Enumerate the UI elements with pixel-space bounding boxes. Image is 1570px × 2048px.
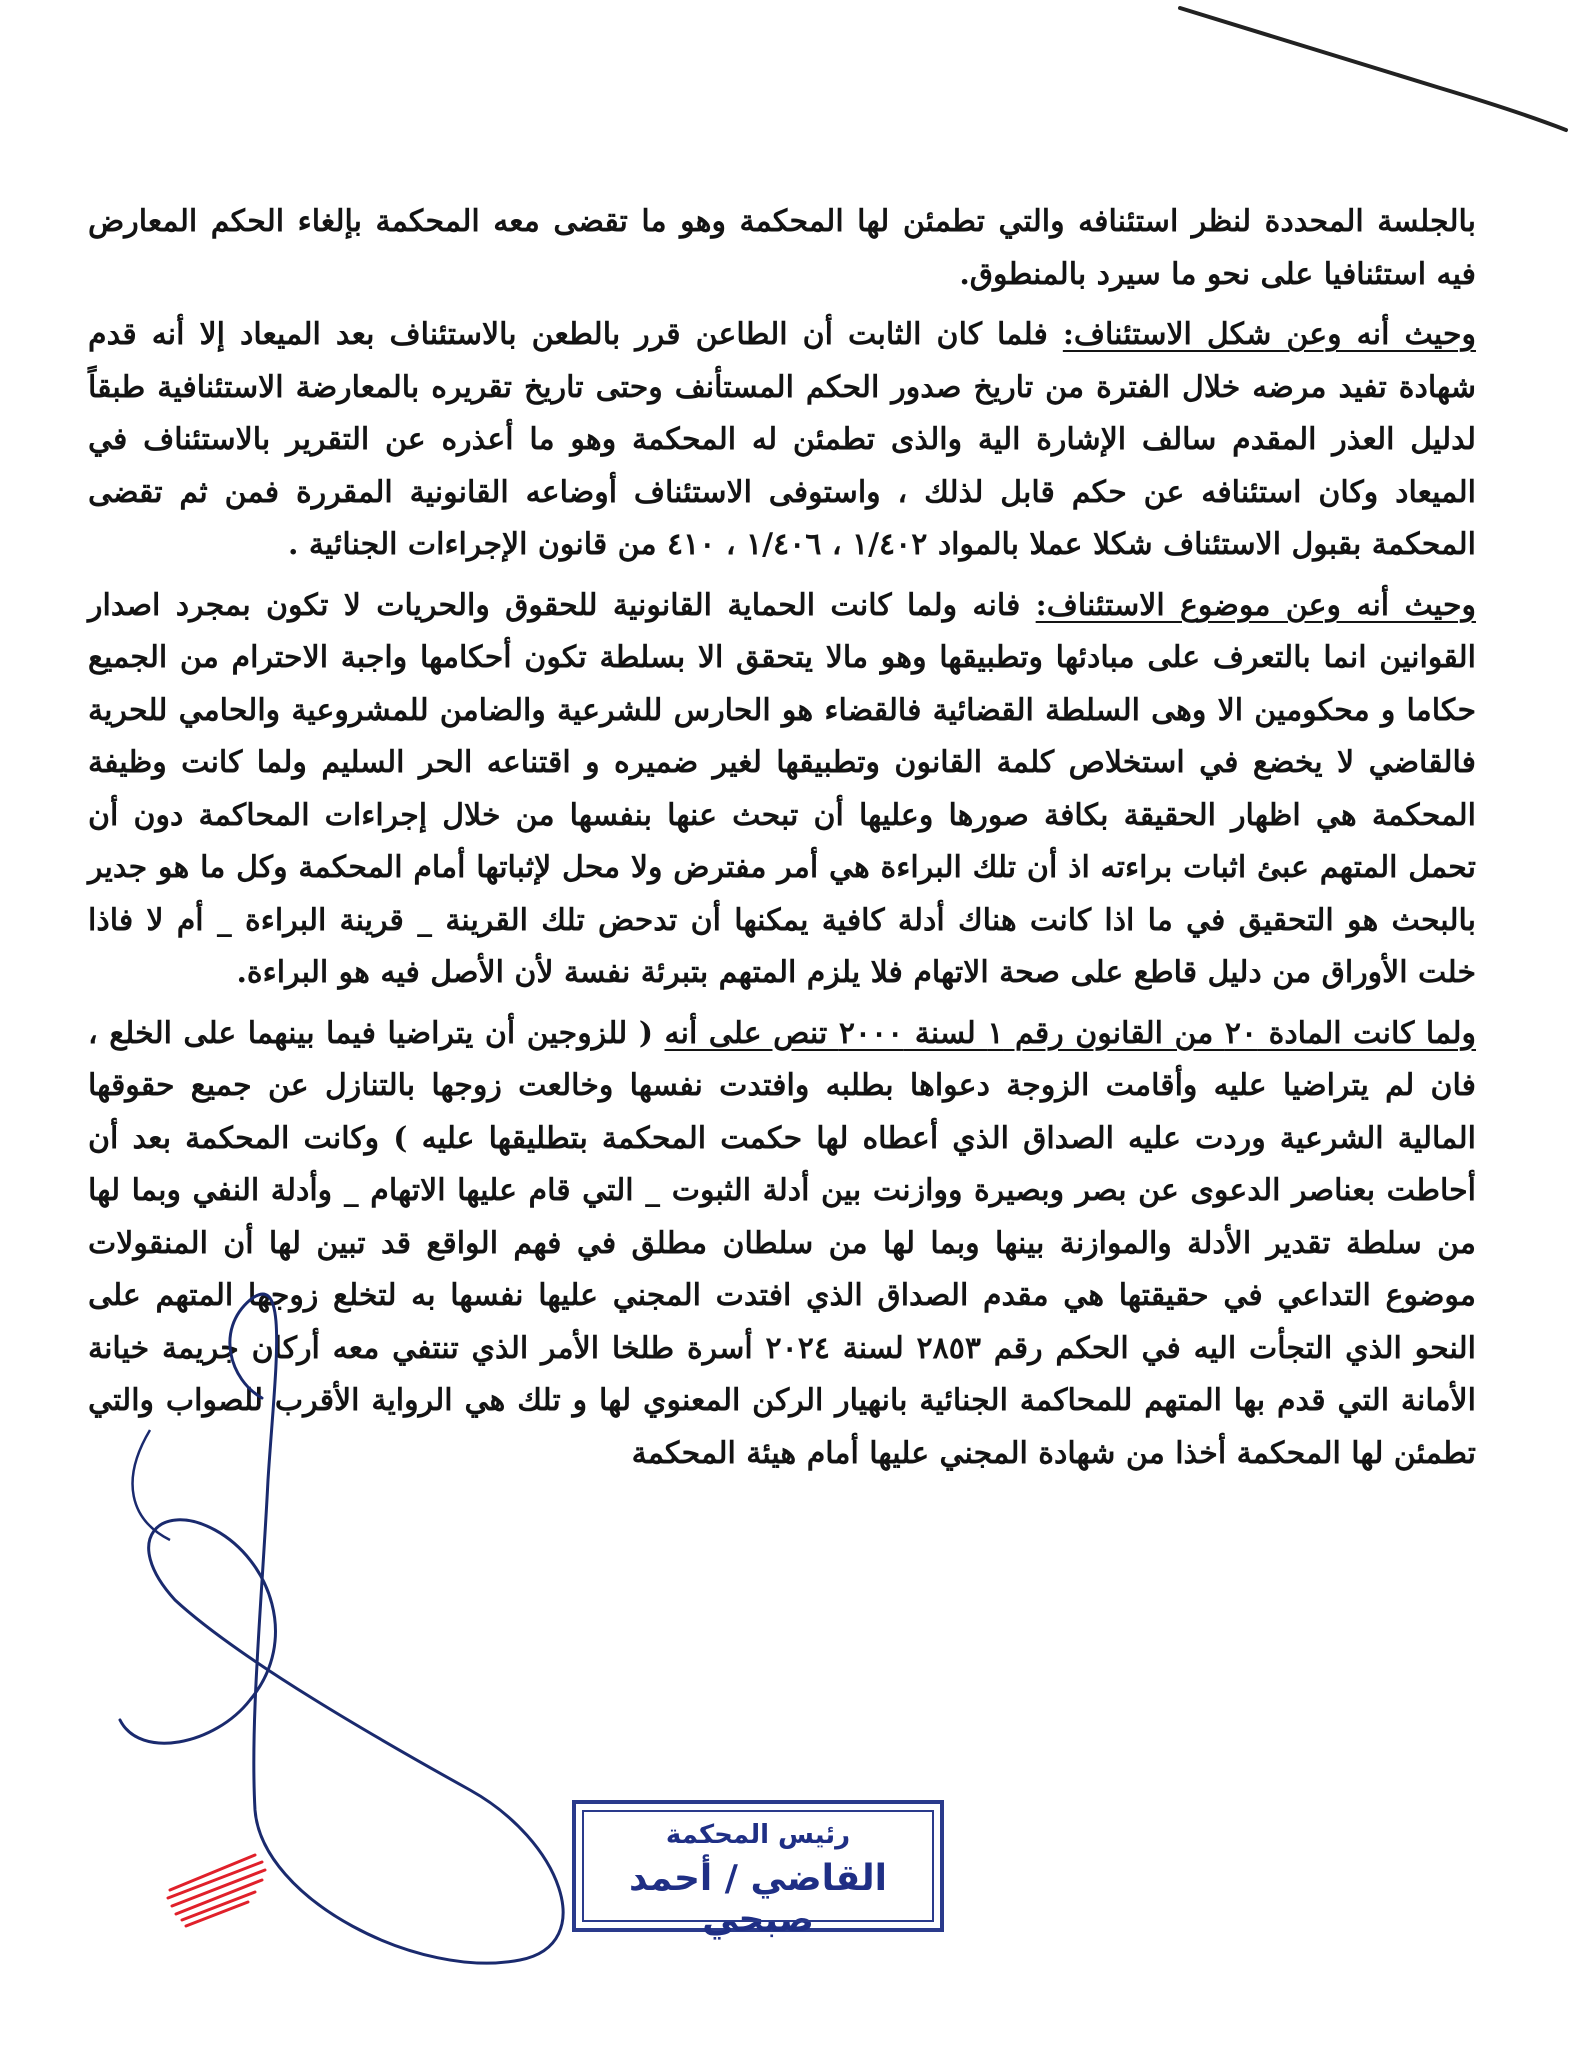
corner-fold-line [0,0,1570,200]
stamp-title: رئيس المحكمة [665,1820,851,1850]
paragraph-appeal-form-text: فلما كان الثابت أن الطاعن قرر بالطعن بالاستئناف بعد الميعاد إلا أنه قدم شهادة تفيد مرضه خلال الفترة من تاريخ صدور الحكم المستأنف وحتى تاريخ تقريره بالمعارضة الاستئنافية طبقاً لدليل العذر المقدم سالف الإشارة الية والذى تطمئن له المحكمة وهو ما أعذره عن التقرير بالاستئناف في الميعاد وكان استئنافه عن حكم قابل لذلك ، واستوفى الاستئناف أوضاعه القانونية المقررة فمن ثم تقضى المحكمة بقبول الاستئناف شكلا عملا بالمواد ١/٤٠٢ ، ١/٤٠٦ ، ٤١٠ من قانون الإجراءات الجنائية . [88,317,1476,562]
paragraph-appeal-subject [88,580,1476,1000]
paragraph-appeal-subject-text: فانه ولما كانت الحماية القانونية للحقوق والحريات لا تكون بمجرد اصدار القوانين انما بالتعرف على مبادئها وتطبيقها وهو مالا يتحقق الا بسلطة تكون أحكامها واجبة الاحترام من الجميع حكاما و محكومين الا وهى السلطة القضائية فالقضاء هو الحارس للشرعية والضامن للمشروعية والحامي للحرية فالقاضي لا يخضع في استخلاص كلمة القانون وتطبيقها لغير ضميره و اقتناعه الحر السليم ولما كانت وظيفة المحكمة هي اظهار الحقيقة بكافة صورها وعليها أن تبحث عنها بنفسها من خلال إجراءات المحاكمة دون أن تحمل المتهم عبئ اثبات براءته اذ أن تلك البراءة هي أمر مفترض ولا محل لإثباتها أمام المحكمة وكل ما هو جدير بالبحث هو التحقيق في ما اذا كانت هناك أدلة كافية يمكنها أن تدحض تلك القرينة _ قرينة البراءة _ أم لا فاذا خلت الأوراق من دليل قاطع على صحة الاتهام فلا يلزم المتهم بتبرئة نفسة لأن الأصل فيه هو البراءة. [88,587,1476,990]
paragraph-article-20-lead: ولما كانت المادة ٢٠ من القانون رقم ١ لسنة ٢٠٠٠ تنص على أنه [664,1015,1476,1051]
paragraph-appeal-form-lead: وحيث أنه وعن شكل الاستئناف: [1062,317,1476,352]
paragraph-appeal-form [88,309,1476,572]
judge-stamp [572,1800,944,1940]
red-scribble [168,1855,265,1926]
paragraph-appeal-subject-lead: وحيث أنه وعن موضوع الاستئناف: [1035,587,1476,623]
paragraph-1 [88,196,1476,301]
stamp-judge-name: القاضي / أحمد صبحي [629,1858,887,1940]
paragraph-article-20 [88,1008,1476,1481]
document-body [88,196,1476,1488]
paragraph-1-text: بالجلسة المحددة لنظر استئنافه والتي تطمئن لها المحكمة وهو ما تقضى معه المحكمة بإلغاء الحكم المعارض فيه استئنافيا على نحو ما سيرد بالمنطوق. [88,204,1476,292]
paragraph-article-20-text: ( للزوجين أن يتراضيا فيما بينهما على الخلع ، فان لم يتراضيا عليه وأقامت الزوجة دعواها بطلبه وافتدت نفسها وخالعت زوجها بالتنازل عن جميع حقوقها المالية الشرعية وردت عليه الصداق الذي أعطاه لها حكمت المحكمة بتطليقها عليه ) وكانت المحكمة بعد أن أحاطت بعناصر الدعوى عن بصر وبصيرة ووازنت بين أدلة الثبوت _ التي قام عليها الاتهام _ وأدلة النفي وبما لها من سلطة تقدير الأدلة والموازنة بينها وبما لها من سلطان مطلق في فهم الواقع قد تبين لها أن المنقولات موضوع التداعي في حقيقتها هي مقدم الصداق الذي افتدت المجني عليها نفسها به لتخلع زوجها المتهم على النحو الذي التجأت اليه في الحكم رقم ٢٨٥٣ لسنة ٢٠٢٤ أسرة طلخا الأمر الذي تنتفي معه أركان جريمة خيانة الأمانة التي قدم بها المتهم للمحاكمة الجنائية بانهيار الركن المعنوي لها و تلك هي الرواية الأقرب للصواب والتي تطمئن لها المحكمة أخذا من شهادة المجني عليها أمام هيئة المحكمة [88,1015,1476,1471]
